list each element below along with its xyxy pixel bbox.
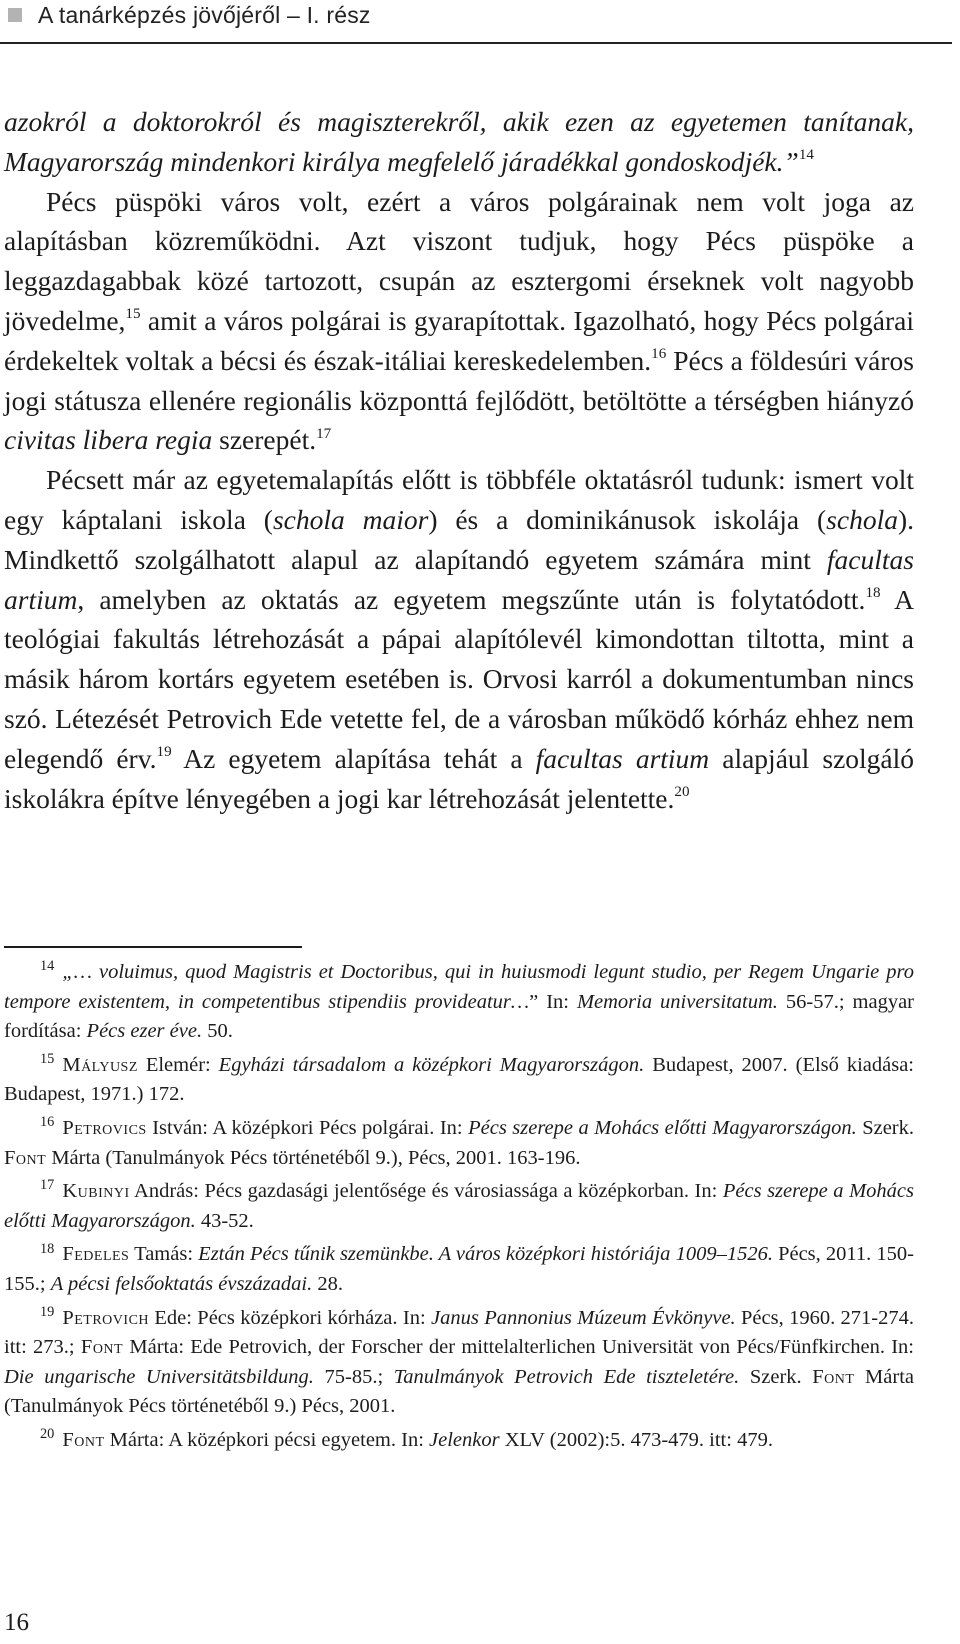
italic-span: Jelenkor [429,1428,500,1451]
footnote-ref-18: 18 [865,584,881,601]
text-span: Márta (Tanulmányok Pécs történetéből 9.) Pécs, 2001. [4,1365,915,1418]
footnote-ref-15: 15 [125,306,141,323]
italic-span: schola maior [272,503,429,535]
text-span: A teológiai fakultás létrehozását a pápai alapítólevél kimondottan tiltotta, mint a másik három kortárs egyetem esetében is. Orvosi karról a dokumentumban nincs szó. Létezését Petrovich Ede vetette fel, de a városban működő kórház ehhez nem elegendő érv. [4,583,914,774]
footnote-number: 16 [40,1114,55,1131]
footnote-18 [4,1240,914,1299]
italic-span: Pécs szerepe a Mohács előtti Magyarországon. [468,1116,857,1139]
running-header [0,0,960,48]
text-span: 50. [202,1020,233,1043]
text-span: Pécs a földesúri város jogi státusza ellenére regionális központtá fejlődött, betöltötte a térségben hiányzó [4,344,914,416]
italic-span: „… voluimus, quod Magistris et Doctoribus, qui in huiusmodi legunt studio, per Regem Ungarie pro tempore existentem, in competentibus stipendiis provideatur… [4,961,914,1013]
text-span: Pécsett már az egyetemalapítás előtt is többféle oktatásról tudunk: ismert volt egy káptalani iskola ( [4,464,914,535]
italic-span: Memoria universitatum. [576,990,778,1013]
text-span: , amelyben az oktatás az egyetem megszűnte után is folytatódott. [77,583,866,615]
text-span: Szerk. [856,1116,914,1139]
footnote-number: 19 [40,1303,55,1320]
text-span: Az egyetem alapítása tehát a [171,742,536,774]
editor-surname: Font [4,1146,47,1169]
text-span: Tamás: [129,1243,199,1266]
header-rule [0,42,952,44]
text-span: alapjául szolgáló iskolákra építve lényegében a jogi kar létrehozását jelentette. [4,742,915,814]
text-span: András: Pécs gazdasági jelentősége és városiassága a középkorban. In: [129,1180,723,1203]
italic-span: schola [826,503,898,535]
author-surname: Mályusz [62,1053,138,1076]
text-span: Márta: A középkori pécsi egyetem. In: [104,1428,430,1451]
text-span: Pécs, 1960. 271-274. itt: 273.; [4,1306,915,1359]
editor-surname: Font [812,1365,855,1388]
italic-span: civitas libera regia [4,424,213,456]
header-square-marker [8,8,22,22]
footnote-ref-14: 14 [798,147,814,164]
paragraph-2 [4,182,914,461]
page-number: 16 [4,1609,29,1636]
author-surname: Font [62,1428,105,1451]
italic-span: facultas artium [535,742,710,774]
italic-span: Pécs szerepe a Mohács előtti Magyarországon. [4,1180,914,1232]
text-span: Budapest, 2007. (Első kiadása: Budapest, 1971.) 172. [4,1053,914,1106]
footnote-17 [4,1177,914,1236]
running-header-title: A tanárképzés jövőjéről – I. rész [38,2,371,28]
quote-text: azokról a doktorokról és magiszterekről, akik ezen az egyetemen tanítanak, Magyarország mindenkori királya megfelelő járadékkal gondoskodjék.” [4,106,914,177]
footnote-16 [4,1114,914,1173]
italic-span: Tanulmányok Petrovich Ede tiszteletére. [393,1365,740,1388]
footnotes [4,958,914,1460]
text-span: Márta: Ede Petrovich, der Forscher der mittelalterlichen Universität von Pécs/Fünfkirchen. In: [123,1336,915,1359]
text-span: amit a város polgárai is gyarapítottak. Igazolható, hogy Pécs polgárai érdekeltek voltak a bécsi és észak-itáliai kereskedelemben. [4,304,914,376]
author-surname: Petrovics [62,1116,147,1139]
text-span: Márta (Tanulmányok Pécs történetéből 9.), Pécs, 2001. 163-196. [46,1146,581,1169]
italic-span: Eztán Pécs tűnik szemünkbe. A város középkori históriája 1009–1526. [198,1243,773,1266]
footnote-number: 15 [40,1050,55,1067]
paragraph-3 [4,460,914,818]
text-span: ) és a dominikánusok iskolája ( [428,503,827,535]
text-span: István: A középkori Pécs polgárai. In: [146,1116,469,1139]
paragraph-1 [4,102,914,182]
text-span: szerepét. [212,424,317,456]
author-surname: Fedeles [62,1243,130,1266]
footnote-15 [4,1051,914,1110]
text-span: 56-57.; magyar fordítása: [4,990,914,1043]
italic-span: Pécs ezer éve. [86,1020,203,1043]
text-span: Pécs püspöki város volt, ezért a város polgárainak nem volt joga az alapításban közreműködni. Azt viszont tudjuk, hogy Pécs püspöke a leggazdagabbak közé tartozott, csupán az esztergomi érseknek volt nagyobb jövedelme, [4,185,914,336]
footnote-number: 17 [40,1177,55,1194]
text-span: Ede: Pécs középkori kórháza. In: [149,1306,432,1329]
italic-span: facultas artium [4,543,914,615]
footnote-19 [4,1304,914,1422]
footnote-number: 14 [40,958,55,975]
footnote-ref-20: 20 [674,783,690,800]
author-surname: Kubinyi [62,1180,130,1203]
text-span: ” In: [529,990,577,1013]
footnote-number: 20 [40,1426,55,1443]
text-span: 75-85.; [313,1365,394,1388]
italic-span: A pécsi felsőoktatás évszázadai. [50,1272,313,1295]
text-span: XLV (2002):5. 473-479. itt: 479. [499,1428,773,1451]
text-span: 28. [312,1272,343,1295]
footnote-separator [4,946,302,948]
text-span: Elemér: [137,1053,219,1076]
italic-span: Die ungarische Universitätsbildung. [4,1365,314,1388]
italic-span: Janus Pannonius Múzeum Évkönyve. [431,1306,736,1329]
footnote-ref-17: 17 [316,425,332,442]
text-span: Szerk. [739,1365,813,1388]
main-text [4,102,914,818]
author-surname: Petrovich [62,1306,150,1329]
author-surname: Font [80,1336,124,1359]
text-span: 43-52. [195,1209,254,1232]
footnote-20 [4,1426,914,1456]
footnote-number: 18 [40,1240,55,1257]
footnote-14 [4,958,914,1047]
footnote-ref-16: 16 [651,346,667,363]
italic-span: Egyházi társadalom a középkori Magyarországon. [218,1053,645,1076]
text-span: ). Mindkettő szolgálhatott alapul az alapítandó egyetem számára mint [4,503,915,575]
text-span: Pécs, 2011. 150-155.; [4,1243,914,1295]
footnote-ref-19: 19 [156,744,172,761]
